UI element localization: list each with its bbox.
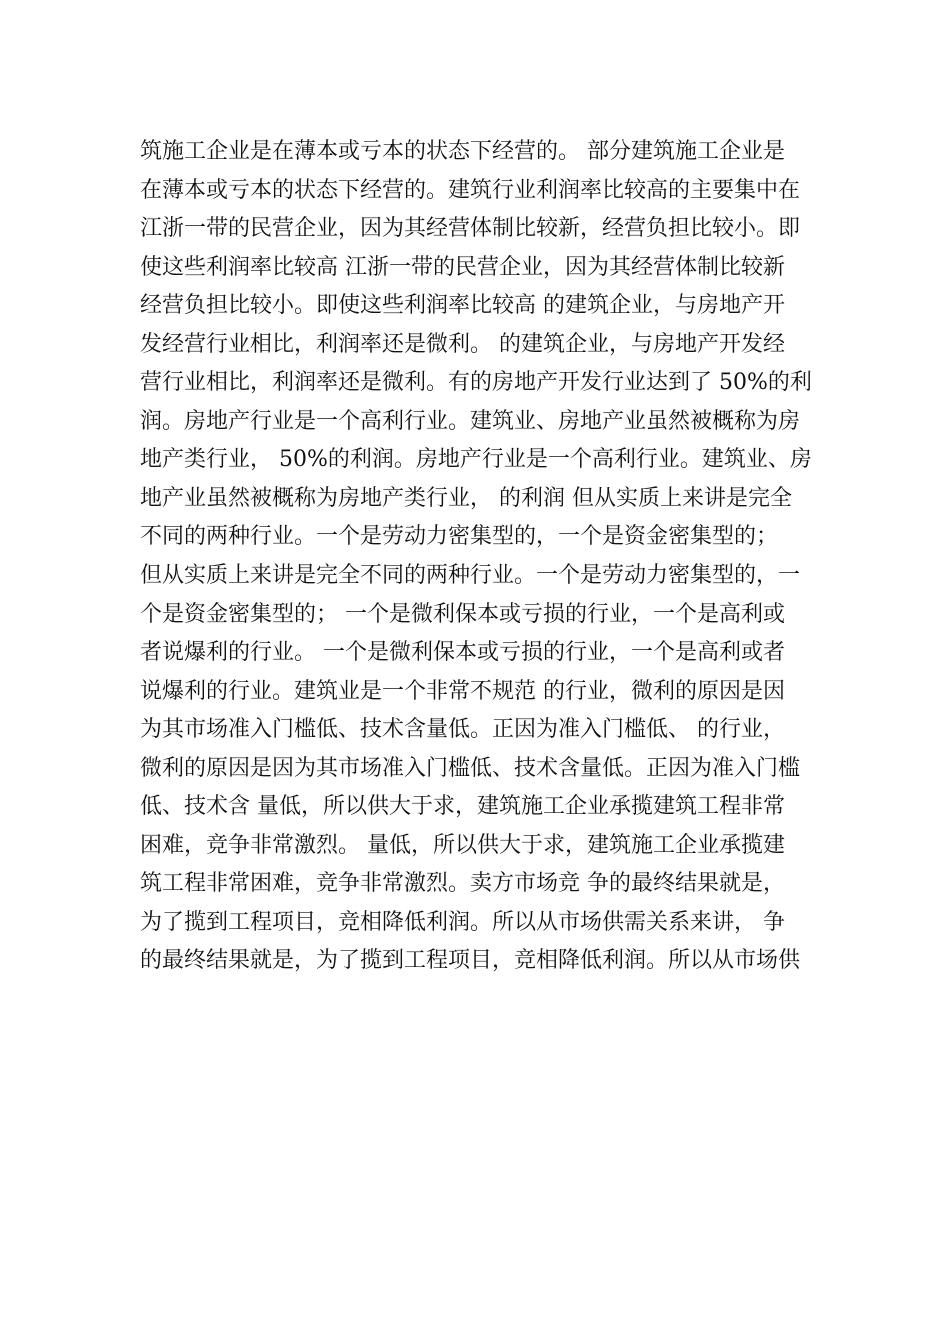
body-text xyxy=(140,133,820,981)
text-line: 但从实质上来讲是完全不同的两种行业。一个是劳动力密集型的，一 xyxy=(140,563,801,589)
text-line: 筑工程非常困难，竞争非常激烈。卖方市场竞 争的最终结果就是， xyxy=(140,871,785,897)
text-line: 低、技术含 量低，所以供大于求，建筑施工企业承揽建筑工程非常 xyxy=(140,794,785,820)
text-line: 为了揽到工程项目，竞相降低利润。所以从市场供需关系来讲， 争 xyxy=(140,909,785,935)
text-line: 润。房地产行业是一个高利行业。建筑业、房地产业虽然被概称为房 xyxy=(140,408,801,434)
text-line: 地产业虽然被概称为房地产类行业， 的利润 但从实质上来讲是完全 xyxy=(140,485,792,511)
text-line: 营行业相比，利润率还是微利。有的房地产开发行业达到了 50%的利 xyxy=(140,370,812,396)
text-line: 使这些利润率比较高 江浙一带的民营企业，因为其经营体制比较新 xyxy=(140,254,785,280)
text-line: 在薄本或亏本的状态下经营的。建筑行业利润率比较高的主要集中在 xyxy=(140,177,801,203)
text-line: 江浙一带的民营企业，因为其经营体制比较新，经营负担比较小。即 xyxy=(140,216,801,242)
text-line: 的最终结果就是，为了揽到工程项目，竞相降低利润。所以从市场供 xyxy=(140,948,801,974)
text-line: 微利的原因是因为其市场准入门槛低、技术含量低。正因为准入门槛 xyxy=(140,755,801,781)
text-line: 发经营行业相比，利润率还是微利。 的建筑企业，与房地产开发经 xyxy=(140,331,785,357)
text-line: 地产类行业， 50%的利润。房地产行业是一个高利行业。建筑业、房 xyxy=(140,447,812,473)
text-line: 经营负担比较小。即使这些利润率比较高 的建筑企业，与房地产开 xyxy=(140,293,785,319)
text-line: 筑施工企业是在薄本或亏本的状态下经营的。 部分建筑施工企业是 xyxy=(140,139,785,164)
text-line: 说爆利的行业。建筑业是一个非常不规范 的行业，微利的原因是因 xyxy=(140,678,785,704)
text-line: 为其市场准入门槛低、技术含量低。正因为准入门槛低、 的行业， xyxy=(140,717,785,743)
text-line: 者说爆利的行业。 一个是微利保本或亏损的行业，一个是高利或者 xyxy=(140,640,785,666)
text-line: 不同的两种行业。一个是劳动力密集型的，一个是资金密集型的； xyxy=(140,524,779,550)
text-line: 困难，竞争非常激烈。 量低，所以供大于求，建筑施工企业承揽建 xyxy=(140,832,785,858)
text-line: 个是资金密集型的； 一个是微利保本或亏损的行业，一个是高利或 xyxy=(140,601,785,627)
